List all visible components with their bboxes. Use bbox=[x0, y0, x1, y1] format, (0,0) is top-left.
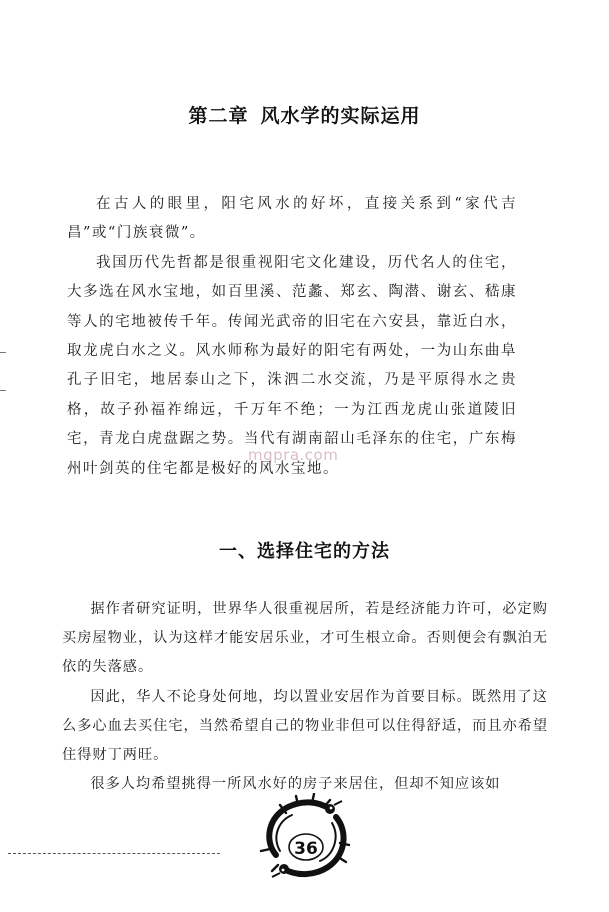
margin-mark bbox=[0, 352, 6, 353]
chapter-title bbox=[0, 101, 609, 128]
intro-paragraph-1: 在古人的眼里，阳宅风水的好坏，直接关系到“家代吉昌”或“门族衰微”。 bbox=[67, 196, 517, 242]
body-text-block bbox=[62, 595, 548, 799]
footer-dashed-rule bbox=[8, 853, 220, 854]
intro-text-block bbox=[67, 190, 517, 484]
chapter-heading: 风水学的实际运用 bbox=[260, 105, 421, 127]
intro-paragraph-2: 我国历代先哲都是很重视阳宅文化建设，历代名人的住宅，大多选在风水宝地，如百里溪、范蠡、郑玄、陶潜、谢玄、嵇康等人的宅地被传千年。传闻光武帝的旧宅在六安县，靠近白水，取龙虎白水之义。风水师称为最好的阳宅有两处，一为山东曲阜孔子旧宅，地居泰山之下，洙泗二水交流，乃是平原得水之贵格，故子孙福祚绵远，千万年不绝；一为江西龙虎山张道陵旧宅，青龙白虎盘踞之势。当代有湖南韶山毛泽东的住宅，广东梅州叶剑英的住宅都是极好的风水宝地。 bbox=[67, 254, 517, 477]
chapter-number: 第二章 bbox=[188, 105, 249, 127]
dragon-medallion-icon bbox=[258, 793, 354, 883]
section-title: 一、选择住宅的方法 bbox=[219, 541, 390, 562]
page-number: 36 bbox=[294, 839, 318, 859]
body-paragraph-1: 据作者研究证明，世界华人很重视居所，若是经济能力许可，必定购买房屋物业，认为这样才能安居乐业，才可生根立命。否则便会有飘泊无依的失落感。 bbox=[62, 601, 549, 676]
body-paragraph-2: 因此，华人不论身处何地，均以置业安居作为首要目标。既然用了这么多心血去买住宅，当然希望自己的物业非但可以住得舒适，而且亦希望住得财丁两旺。 bbox=[62, 688, 549, 764]
margin-mark bbox=[0, 390, 6, 391]
body-paragraph-3: 很多人均希望挑得一所风水好的房子来居住，但却不知应该如 bbox=[90, 776, 501, 793]
watermark-text: mqpra.com bbox=[248, 446, 339, 464]
